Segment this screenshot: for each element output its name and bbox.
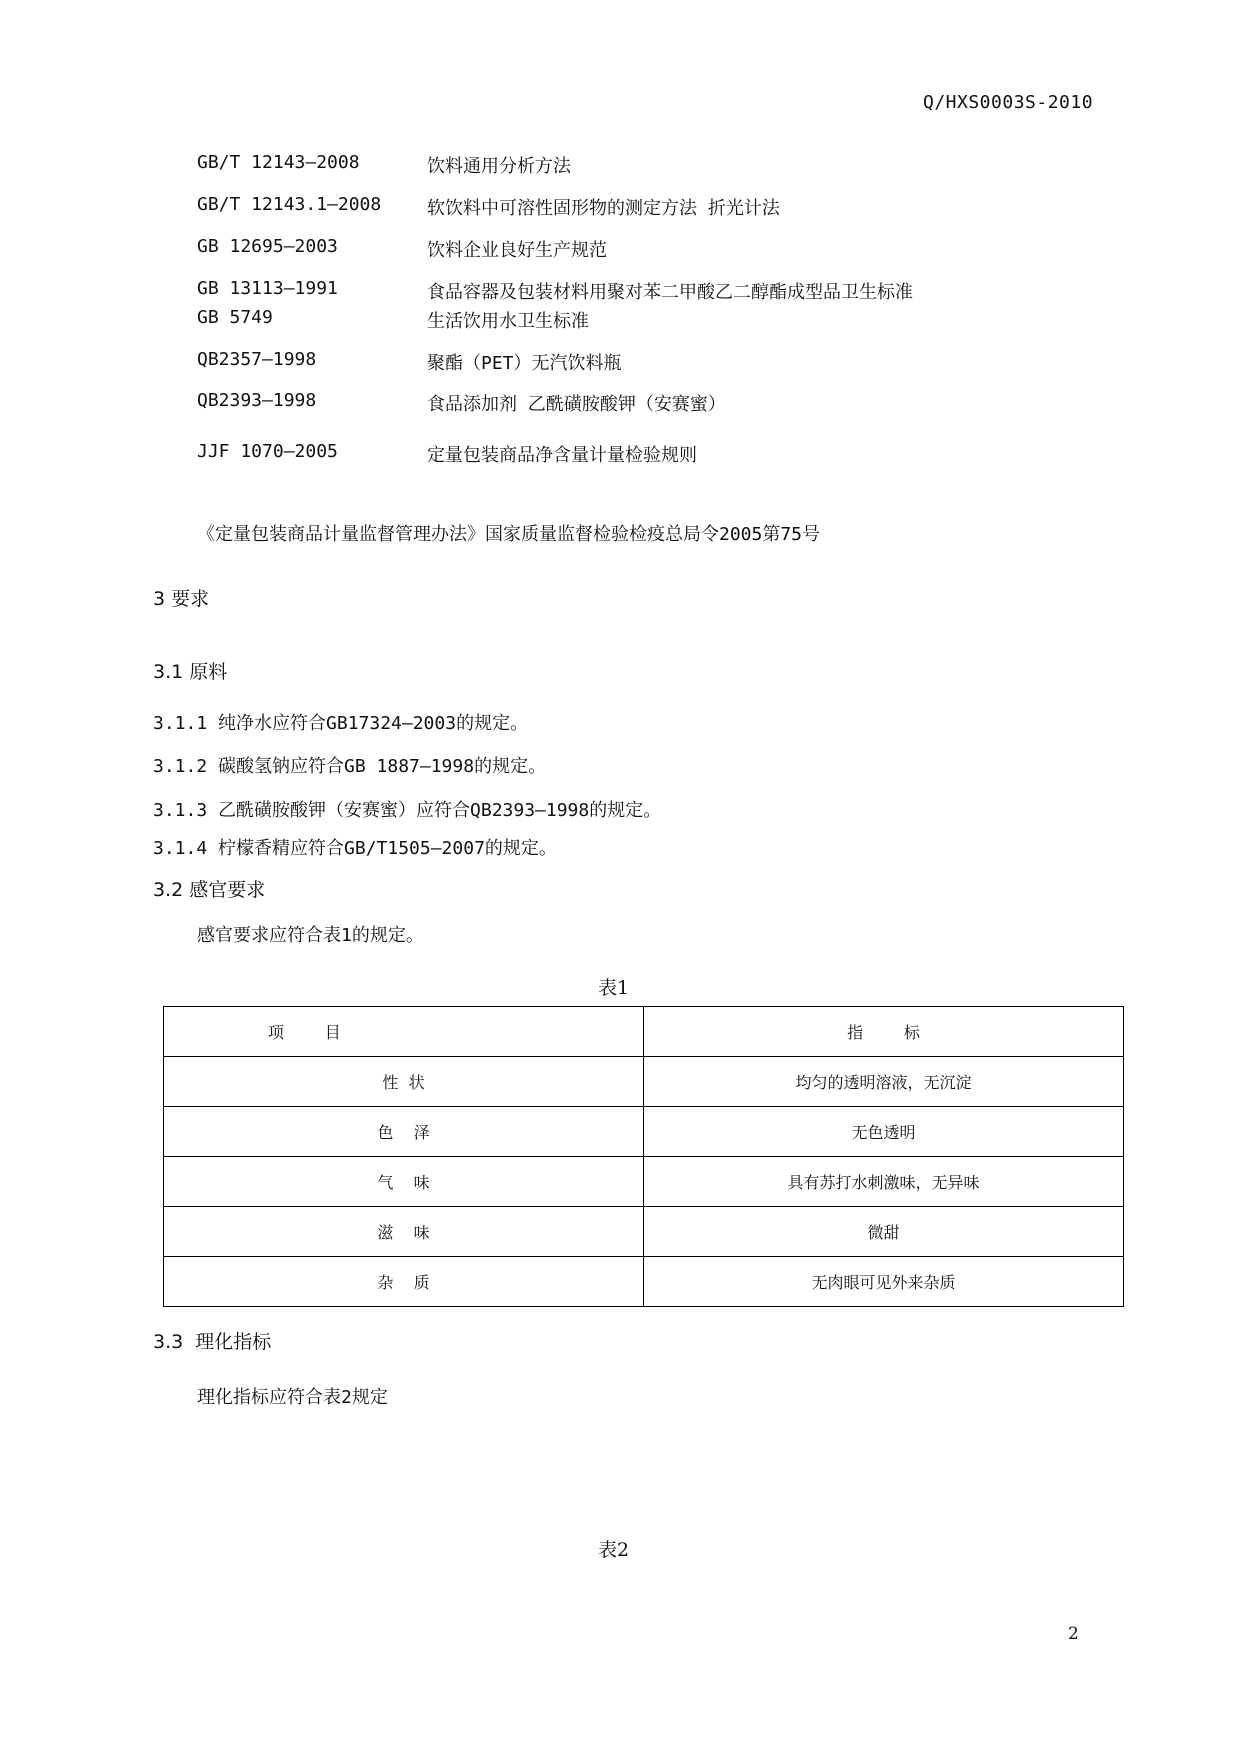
sensory-requirements-table — [163, 1006, 1124, 1307]
document-code: Q/HXS0003S-2010 — [923, 92, 1094, 113]
section-heading-3: 3 要求 — [153, 588, 210, 610]
reference-title: 定量包装商品净含量计量检验规则 — [427, 445, 697, 466]
reference-code: GB 5749 — [197, 307, 273, 328]
table-cell-item: 色 泽 — [164, 1107, 644, 1157]
reference-code: QB2393—1998 — [197, 390, 317, 411]
column-header-indicator: 指 标 — [644, 1007, 1124, 1057]
reference-title: 食品添加剂 乙酰磺胺酸钾（安赛蜜） — [427, 394, 726, 415]
reference-code: GB/T 12143—2008 — [197, 152, 360, 173]
clause-3-1-4: 3.1.4 柠檬香精应符合GB/T1505—2007的规定。 — [153, 838, 557, 859]
table-cell-indicator: 具有苏打水刺激味，无异味 — [644, 1157, 1124, 1207]
physicochemical-intro-text: 理化指标应符合表2规定 — [197, 1387, 388, 1408]
table-cell-indicator: 无色透明 — [644, 1107, 1124, 1157]
reference-title: 生活饮用水卫生标准 — [427, 311, 589, 332]
table-header-row — [164, 1007, 1124, 1057]
clause-3-1-2: 3.1.2 碳酸氢钠应符合GB 1887—1998的规定。 — [153, 756, 547, 777]
table-cell-item: 气 味 — [164, 1157, 644, 1207]
table1-caption: 表1 — [598, 977, 630, 999]
section-heading-3-2: 3.2 感官要求 — [153, 879, 266, 901]
section-heading-3-1: 3.1 原料 — [153, 661, 228, 683]
table2-caption: 表2 — [598, 1539, 630, 1561]
reference-title: 聚酯（PET）无汽饮料瓶 — [427, 353, 622, 374]
reference-code: GB 12695—2003 — [197, 236, 338, 257]
reference-title: 饮料通用分析方法 — [427, 156, 571, 177]
reference-code: GB/T 12143.1—2008 — [197, 194, 382, 215]
reference-code: GB 13113—1991 — [197, 278, 338, 299]
reference-code: QB2357—1998 — [197, 349, 317, 370]
table-cell-indicator: 微甜 — [644, 1207, 1124, 1257]
table-row — [164, 1107, 1124, 1157]
table-row — [164, 1157, 1124, 1207]
clause-3-1-1: 3.1.1 纯净水应符合GB17324—2003的规定。 — [153, 713, 529, 734]
table-row — [164, 1207, 1124, 1257]
table-cell-indicator: 无肉眼可见外来杂质 — [644, 1257, 1124, 1307]
section-heading-3-3: 3.3 理化指标 — [153, 1331, 272, 1353]
reference-title: 饮料企业良好生产规范 — [427, 240, 607, 261]
page-number: 2 — [1068, 1624, 1079, 1644]
reference-code: JJF 1070—2005 — [197, 441, 338, 462]
table-cell-item: 杂 质 — [164, 1257, 644, 1307]
table-row — [164, 1057, 1124, 1107]
reference-title: 食品容器及包装材料用聚对苯二甲酸乙二醇酯成型品卫生标准 — [427, 282, 913, 303]
table-cell-item: 滋 味 — [164, 1207, 644, 1257]
reference-title: 软饮料中可溶性固形物的测定方法 折光计法 — [427, 198, 780, 219]
table-cell-item: 性 状 — [164, 1057, 644, 1107]
reference-note: 《定量包装商品计量监督管理办法》国家质量监督检验检疫总局令2005第75号 — [197, 524, 821, 545]
table-row — [164, 1257, 1124, 1307]
column-header-item: 项 目 — [164, 1007, 644, 1057]
sensory-intro-text: 感官要求应符合表1的规定。 — [197, 925, 424, 946]
table-cell-indicator: 均匀的透明溶液，无沉淀 — [644, 1057, 1124, 1107]
clause-3-1-3: 3.1.3 乙酰磺胺酸钾（安赛蜜）应符合QB2393—1998的规定。 — [153, 800, 662, 821]
